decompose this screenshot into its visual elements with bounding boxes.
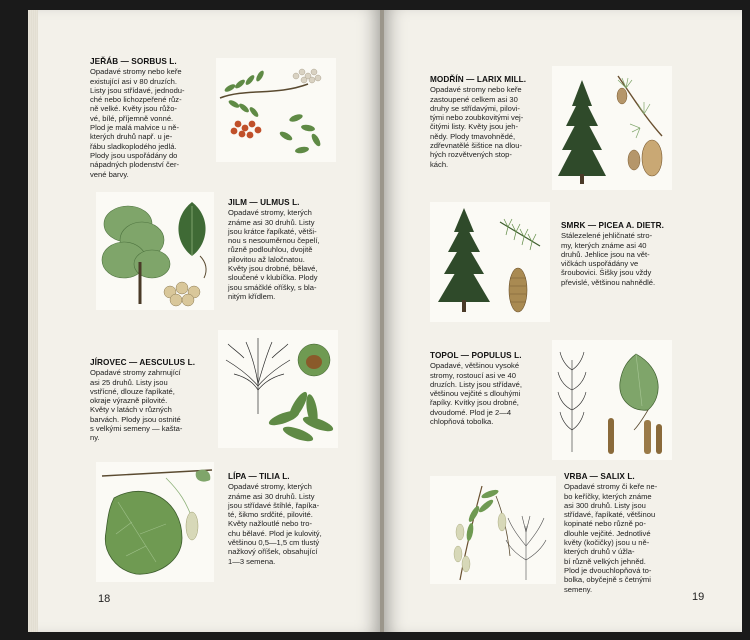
- illustration-sorbus: [216, 58, 336, 162]
- text-line: nažkový oříšek, obsahující: [228, 547, 318, 557]
- text-line: nědy. Plody tmavohnědé,: [430, 131, 516, 141]
- text-line: pilovitou až laločnatou.: [228, 254, 305, 264]
- text-line: Květy v latách v různých: [90, 405, 172, 415]
- text-line: šroubovici. Šišky jsou vždy: [561, 268, 652, 278]
- entry-heading: MODŘÍN — LARIX MILL.: [430, 75, 527, 84]
- text-line: 1—3 semena.: [228, 556, 276, 566]
- text-line: stromy, rostoucí asi ve 40: [430, 370, 516, 380]
- text-line: asi 25 druhů. Listy jsou: [90, 377, 168, 387]
- text-line: té, šikmo srdčité, pilovité.: [228, 510, 313, 520]
- entry-heading: JILM — ULMUS L.: [228, 198, 300, 207]
- text-line: zastoupené celkem asi 30: [430, 94, 518, 104]
- text-line: bo keříčky, kterých známe: [564, 491, 652, 501]
- text-line: druhů. Jehlice jsou na vět-: [561, 249, 650, 259]
- text-line: druzích. Listy jsou střídavé,: [430, 379, 523, 389]
- text-line: zdřevnatělé šištice na dlou-: [430, 141, 523, 151]
- text-line: vičkách uspořádány ve: [561, 259, 639, 269]
- text-line: chlopňová tobolka.: [430, 417, 494, 427]
- text-line: okraje výrazně pilovité.: [90, 396, 168, 406]
- text-line: nou s nesouměrnou čepelí,: [228, 236, 320, 246]
- entry-heading: SMRK — PICEA A. DIETR.: [561, 221, 665, 230]
- text-line: dlouhle vejčité. Jednotlivé: [564, 528, 651, 538]
- text-line: kterých druhů např. u je-: [90, 132, 173, 142]
- text-line: vené barvy.: [90, 169, 129, 179]
- text-line: dvoudomé. Plod je 2—4: [430, 407, 512, 417]
- text-line: tými nebo zoubkovitými vej-: [430, 113, 524, 123]
- text-line: ny.: [90, 433, 100, 443]
- entry-text: [561, 231, 689, 287]
- entry-text: [90, 368, 216, 442]
- text-line: Opadavé stromy zahrnující: [90, 368, 181, 378]
- text-line: Listy jsou střídavé, jednodu-: [90, 85, 185, 95]
- entry-larix: [430, 75, 550, 169]
- text-line: řapíky. Kvítky jsou drobné,: [430, 398, 519, 408]
- text-line: známe asi 30 druhů. Listy: [228, 217, 315, 227]
- entry-heading: JEŘÁB — SORBUS L.: [90, 57, 177, 66]
- text-line: semeny.: [564, 584, 593, 594]
- entry-populus: [430, 351, 552, 426]
- text-line: známe asi 30 druhů. Listy: [228, 491, 315, 501]
- right-page: [384, 10, 742, 632]
- entry-heading: JÍROVEC — AESCULUS L.: [90, 358, 196, 367]
- illustration-larix: [552, 66, 672, 190]
- entry-tilia: [228, 472, 350, 566]
- text-line: Opadavé stromy, kterých: [228, 482, 312, 492]
- entry-heading: VRBA — SALIX L.: [564, 472, 635, 481]
- left-page: [28, 10, 380, 632]
- text-line: s velkými semeny — kašta-: [90, 424, 183, 434]
- page-number: 19: [692, 591, 705, 603]
- text-line: Plod je malá malvice u ně-: [90, 123, 180, 133]
- text-line: bolka, obyčejně s četnými: [564, 575, 651, 585]
- text-line: vstřícné, dlouze řapíkaté,: [90, 386, 175, 396]
- text-line: vé, bílé, příjemně vonné.: [90, 113, 174, 123]
- text-line: Plody jsou uspořádány do: [90, 150, 178, 160]
- text-line: chu bělavé. Plod je kulovitý,: [228, 528, 322, 538]
- illustration-salix: [430, 476, 556, 584]
- text-line: kách.: [430, 159, 449, 169]
- page-edge-stack: [28, 10, 38, 632]
- entry-heading: TOPOL — POPULUS L.: [430, 351, 522, 360]
- text-line: barvách. Plody jsou ostnité: [90, 414, 181, 424]
- text-line: ně velké. Květy jsou růžo-: [90, 104, 177, 114]
- entry-text: [228, 482, 350, 566]
- text-line: Stálezelené jehličnaté stro-: [561, 231, 653, 241]
- text-line: Plod je dvouchlopňová to-: [564, 565, 652, 575]
- entry-picea: [561, 221, 689, 287]
- illustration-tilia: [96, 462, 214, 582]
- text-line: střídavé, řapíkaté, většinou: [564, 510, 656, 520]
- text-line: bí různě velkých jehněd.: [564, 556, 646, 566]
- text-line: hých rozvětvených stop-: [430, 150, 512, 160]
- text-line: většinou vejčité s dlouhými: [430, 389, 521, 399]
- entry-text: [228, 208, 348, 301]
- text-line: jsou krátce řapíkaté, větši-: [228, 226, 317, 236]
- entry-text: [430, 361, 552, 426]
- text-line: nápadných plodenství čer-: [90, 160, 180, 170]
- entry-ulmus: [228, 198, 348, 301]
- page-number: 18: [98, 593, 111, 605]
- text-line: většinou 0,5—1,5 cm tlustý: [228, 538, 320, 548]
- text-line: různě podlouhlou, dvojitě: [228, 245, 313, 255]
- text-line: čitými listy. Květy jsou jeh-: [430, 122, 519, 132]
- text-line: existující asi v 80 druzích.: [90, 76, 177, 86]
- text-line: Opadavé stromy či keře ne-: [564, 482, 658, 492]
- text-line: sloučené v klubíčka. Plody: [228, 273, 318, 283]
- entry-text: [564, 482, 692, 594]
- text-line: Opadavé stromy nebo keře: [430, 85, 522, 95]
- text-line: nitým křídlem.: [228, 291, 276, 301]
- entry-sorbus: [90, 57, 214, 179]
- text-line: druhy se střídavými, pilovi-: [430, 103, 520, 113]
- entry-heading: LÍPA — TILIA L.: [228, 472, 290, 481]
- text-line: květy (kočičky) jsou u ně-: [564, 538, 650, 548]
- text-line: Květy jsou drobné, bělavé,: [228, 264, 318, 274]
- illustration-aesculus: [218, 330, 338, 448]
- entry-aesculus: [90, 358, 216, 443]
- entry-salix: [564, 472, 692, 594]
- text-line: asi 300 druhů. Listy jsou: [564, 500, 646, 510]
- illustration-ulmus: [96, 192, 214, 310]
- open-book: [28, 10, 742, 632]
- illustration-populus: [552, 340, 672, 460]
- text-line: Květy nažloutlé nebo tro-: [228, 519, 313, 529]
- entry-text: [430, 85, 550, 169]
- text-line: řábu sladkoplodého jedlá.: [90, 141, 177, 151]
- text-line: ché nebo lichozpeřené růz-: [90, 95, 182, 105]
- text-line: kterých druhů v úžla-: [564, 547, 635, 557]
- text-line: převislé, většinou nahnědlé.: [561, 277, 656, 287]
- text-line: jsou střídavé štíhlé, řapíka-: [228, 500, 320, 510]
- text-line: jsou smáčklé oříšky, s bla-: [228, 282, 317, 292]
- text-line: my, kterých známe asi 40: [561, 240, 647, 250]
- illustration-picea: [430, 202, 550, 322]
- text-line: Opadavé, většinou vysoké: [430, 361, 520, 371]
- text-line: Opadavé stromy nebo keře: [90, 67, 182, 77]
- entry-text: [90, 67, 214, 179]
- text-line: Opadavé stromy, kterých: [228, 208, 312, 218]
- text-line: kopinaté nebo různě po-: [564, 519, 646, 529]
